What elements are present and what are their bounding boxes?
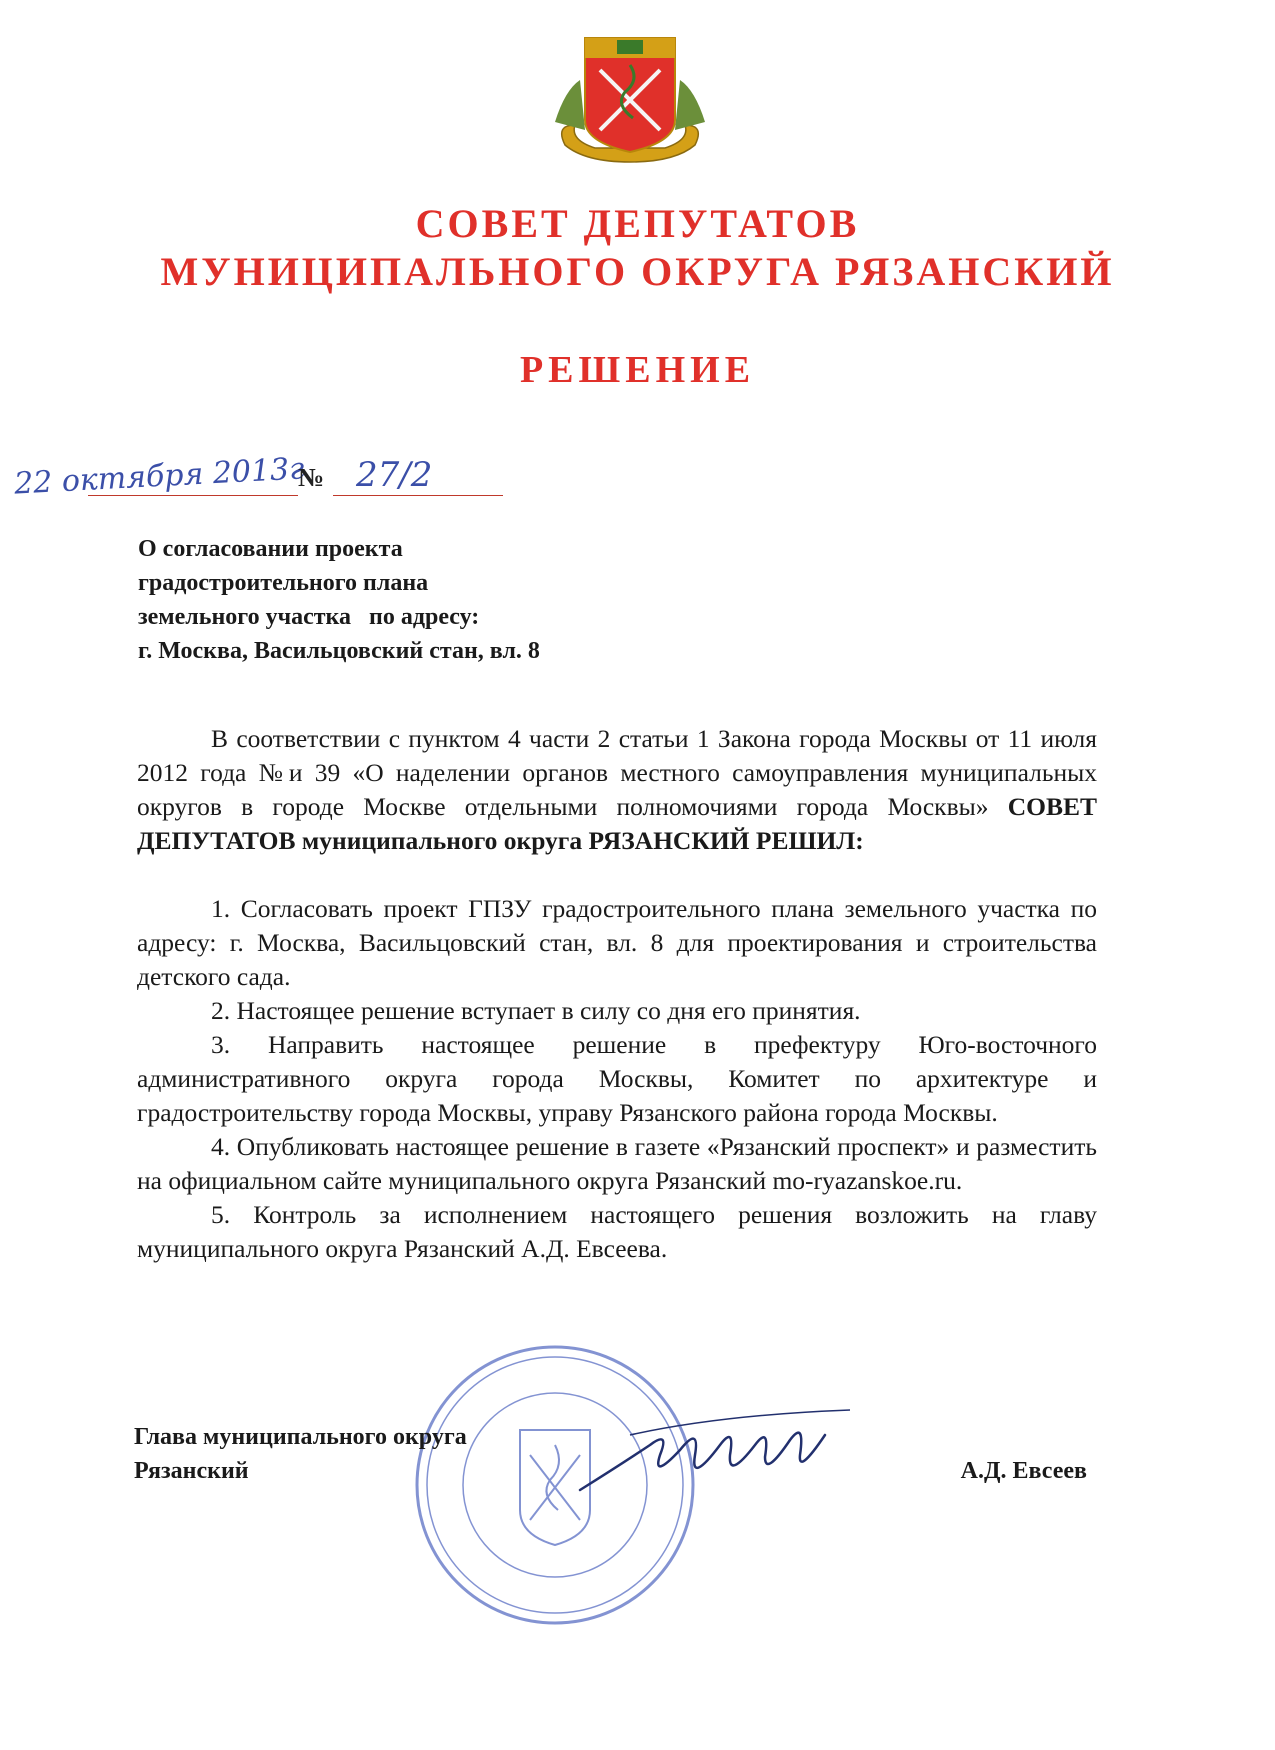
position-line: Глава муниципального округа [134,1424,467,1450]
position-line: Рязанский [134,1458,249,1484]
subject-line: градостроительного плана [138,570,429,596]
document-type: РЕШЕНИЕ [519,349,756,391]
decision-subject [138,532,838,668]
subject-line: О согласовании проекта [138,536,403,562]
number-underline [333,495,503,496]
coat-of-arms-icon [545,30,715,165]
district-title: МУНИЦИПАЛЬНОГО ОКРУГА РЯЗАНСКИЙ [160,249,1115,294]
decision-date: 22 октября 2013г [13,451,306,502]
preamble-text: В соответствии с пунктом 4 части 2 статьи 1 Закона города Москвы от 11 июля 2012 года №и 39 «О наделении органов местного самоуправления муниципальных округов в городе Москве отдельными полномочиями города Москвы» [137,724,1097,821]
subject-line: г. Москва, Васильцовский стан, вл. 8 [138,638,540,664]
decision-item: 2. Настоящее решение вступает в силу со дня его принятия. [211,996,861,1025]
signatory-position [134,1420,467,1488]
decision-item: 3. Направить настоящее решение в префектуру Юго-восточного административного округа города Москвы, Комитет по архитектуре и градостроительству города Москвы, управу Рязанского района города Москвы. [137,1030,1097,1127]
decision-item: 4. Опубликовать настоящее решение в газете «Рязанский проспект» и разместить на официальном сайте муниципального округа Рязанский mo-ryazanskoe.ru. [137,1132,1097,1195]
handwritten-signature [560,1395,860,1505]
decision-item: 1. Согласовать проект ГПЗУ градостроительного плана земельного участка по адресу: г. Москва, Васильцовский стан, вл. 8 для проектирования и строительства детского сада. [137,894,1097,991]
decision-number: 27/2 [356,455,433,495]
decision-item: 5. Контроль за исполнением настоящего решения возложить на главу муниципального округа Рязанский А.Д. Евсеева. [137,1200,1097,1263]
signatory-name: А.Д. Евсеев [960,1458,1087,1484]
decision-body [137,722,1097,1266]
number-sign: № [298,463,325,492]
subject-line: земельного участка по адресу: [138,604,480,630]
preamble-resolution: СОВЕТ ДЕПУТАТОВ муниципального округа РЯЗАНСКИЙ РЕШИЛ: [137,792,1097,855]
council-title: СОВЕТ ДЕПУТАТОВ [415,201,860,246]
preamble-paragraph [137,722,1097,858]
date-number-line [8,451,503,502]
